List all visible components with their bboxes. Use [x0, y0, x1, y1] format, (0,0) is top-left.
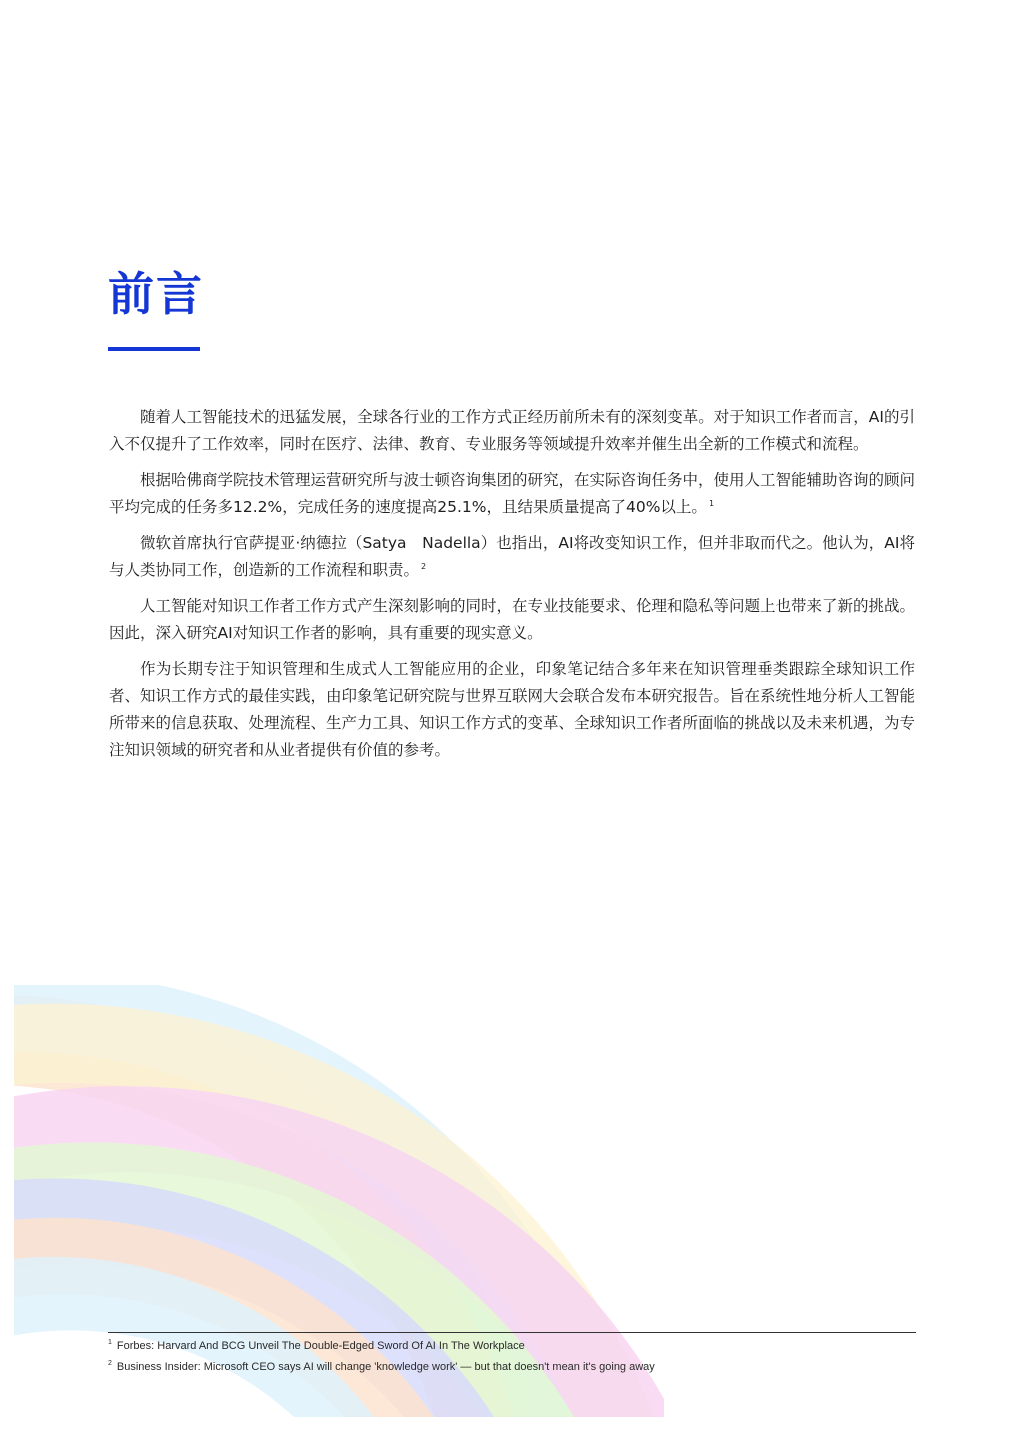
footnote-1 [108, 1339, 916, 1353]
paragraph-3 [109, 530, 915, 584]
footnote-2-number: 2 [108, 1360, 112, 1368]
footnote-ref-1[interactable]: 1 [708, 498, 715, 508]
paragraph-1 [109, 404, 915, 458]
footnote-divider [108, 1332, 916, 1333]
footnote-2-text: Business Insider: Microsoft CEO says AI will change 'knowledge work' — but that doesn't mean it's going away [116, 1361, 655, 1373]
paragraph-2 [109, 467, 915, 521]
footnote-1-number: 1 [108, 1339, 112, 1347]
page-title: 前言 [108, 267, 204, 321]
title-underline [108, 347, 200, 351]
footnotes [108, 1339, 916, 1381]
paragraph-1-text: 随着人工智能技术的迅猛发展，全球各行业的工作方式正经历前所未有的深刻变革。对于知识工作者而言，AI的引入不仅提升了工作效率，同时在医疗、法律、教育、专业服务等领域提升效率并催生出全新的工作模式和流程。 [109, 408, 915, 453]
paragraph-5 [109, 656, 915, 764]
paragraph-2-text: 根据哈佛商学院技术管理运营研究所与波士顿咨询集团的研究，在实际咨询任务中，使用人工智能辅助咨询的顾问平均完成的任务多12.2%，完成任务的速度提高25.1%，且结果质量提高了40%以上。 [109, 471, 916, 516]
paragraph-3-text: 微软首席执行官萨提亚·纳德拉（Satya Nadella）也指出，AI将改变知识工作，但并非取而代之。他认为，AI将与人类协同工作，创造新的工作流程和职责。 [109, 534, 915, 579]
body-text [109, 404, 915, 773]
footnote-1-text: Forbes: Harvard And BCG Unveil The Double-Edged Sword Of AI In The Workplace [116, 1340, 525, 1352]
footnote-ref-2[interactable]: 2 [421, 561, 427, 571]
paragraph-4 [109, 593, 915, 647]
paragraph-5-text: 作为长期专注于知识管理和生成式人工智能应用的企业，印象笔记结合多年来在知识管理垂类跟踪全球知识工作者、知识工作方式的最佳实践，由印象笔记研究院与世界互联网大会联合发布本研究报告。旨在系统性地分析人工智能所带来的信息获取、处理流程、生产力工具、知识工作方式的变革、全球知识工作者所面临的挑战以及未来机遇，为专注知识领域的研究者和从业者提供有价值的参考。 [109, 660, 916, 759]
paragraph-4-text: 人工智能对知识工作者工作方式产生深刻影响的同时，在专业技能要求、伦理和隐私等问题上也带来了新的挑战。因此，深入研究AI对知识工作者的影响，具有重要的现实意义。 [109, 597, 916, 642]
footnote-2 [108, 1360, 916, 1374]
